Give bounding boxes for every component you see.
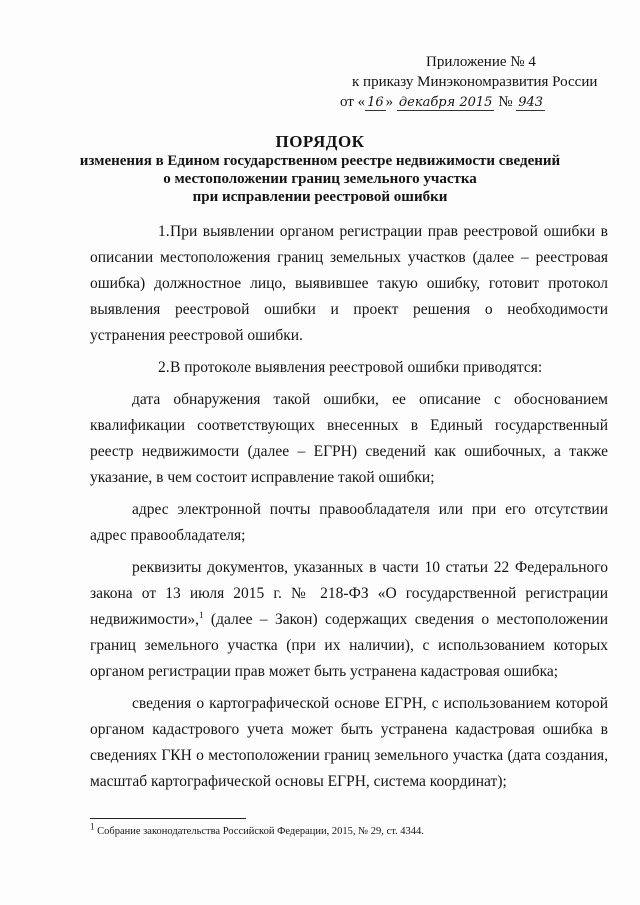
paragraph-5-text-a: реквизиты документов, указанных в части 10 статьи 22 Федерального закона от 13 июля 2015 г. № 218-ФЗ «О государственной регистрации недвижимости», [90,559,608,628]
paragraph-number-2: 2. [158,359,170,376]
title-main: ПОРЯДОК [275,132,365,151]
appendix-label: Приложение № 4 [426,54,536,70]
number-sign: № [498,94,513,110]
paragraph-6: сведения о картографической основе ЕГРН, с использованием которой органом кадастрового учета может быть устранена кадастровая ошибка в сведениях ГКН о местоположении границ земельного участка (дата создания, масштаб картографической основы ЕГРН, система координат); [90,695,608,790]
title-line-2: о местоположении границ земельного участка [163,171,477,187]
title-line-1: изменения в Едином государственном реестре недвижимости сведений [79,153,561,169]
paragraph-3: дата обнаружения такой ошибки, ее описание с обоснованием квалификации соответствующих внесенных в Единый государственный реестр недвижимости (далее – ЕГРН) сведений как ошибочных, а также указание, в чем состоит исправление такой ошибки; [90,391,608,486]
document-body [90,219,608,795]
paragraph-4: адрес электронной почты правообладателя или при его отсутствии адрес правообладателя; [90,501,608,544]
footnote-separator [90,818,246,819]
paragraph-number-1: 1. [158,223,170,240]
handwritten-month-year: декабря 2015 [398,95,493,110]
paragraph-2-text: В протоколе выявления реестровой ошибки приводятся: [170,359,543,376]
footnote-reference: 1 [199,609,204,620]
paragraph-1 [90,219,608,349]
footnote [90,821,610,838]
footnote-text: Собрание законодательства Российской Федерации, 2015, № 29, ст. 4344. [94,826,424,837]
order-reference: к приказу Минэкономразвития России [352,74,598,90]
paragraph-5 [90,555,608,685]
date-close-quote: » [385,94,394,110]
paragraph-5-text-b: (далее – Закон) содержащих сведения о местоположении границ земельного участка (при их наличии), с использованием которых органом регистрации прав может быть устранена кадастровая ошибка; [90,611,608,680]
title-line-3: при исправлении реестровой ошибки [192,189,448,205]
paragraph-1-text: При выявлении органом регистрации прав реестровой ошибки в описании местоположения границ земельных участков (далее – реестровая ошибка) должностное лицо, выявившее такую ошибку, готовит протокол выявления реестровой ошибки и проект решения о необходимости устранения реестровой ошибки. [90,223,608,344]
document-title [70,132,570,206]
handwritten-order-number: 943 [518,95,544,110]
order-date-line [340,92,610,113]
date-prefix: от « [340,94,366,110]
paragraph-2 [90,355,608,381]
appendix-header [340,52,610,113]
handwritten-day: 16 [367,95,384,110]
footnote-mark: 1 [90,821,95,832]
